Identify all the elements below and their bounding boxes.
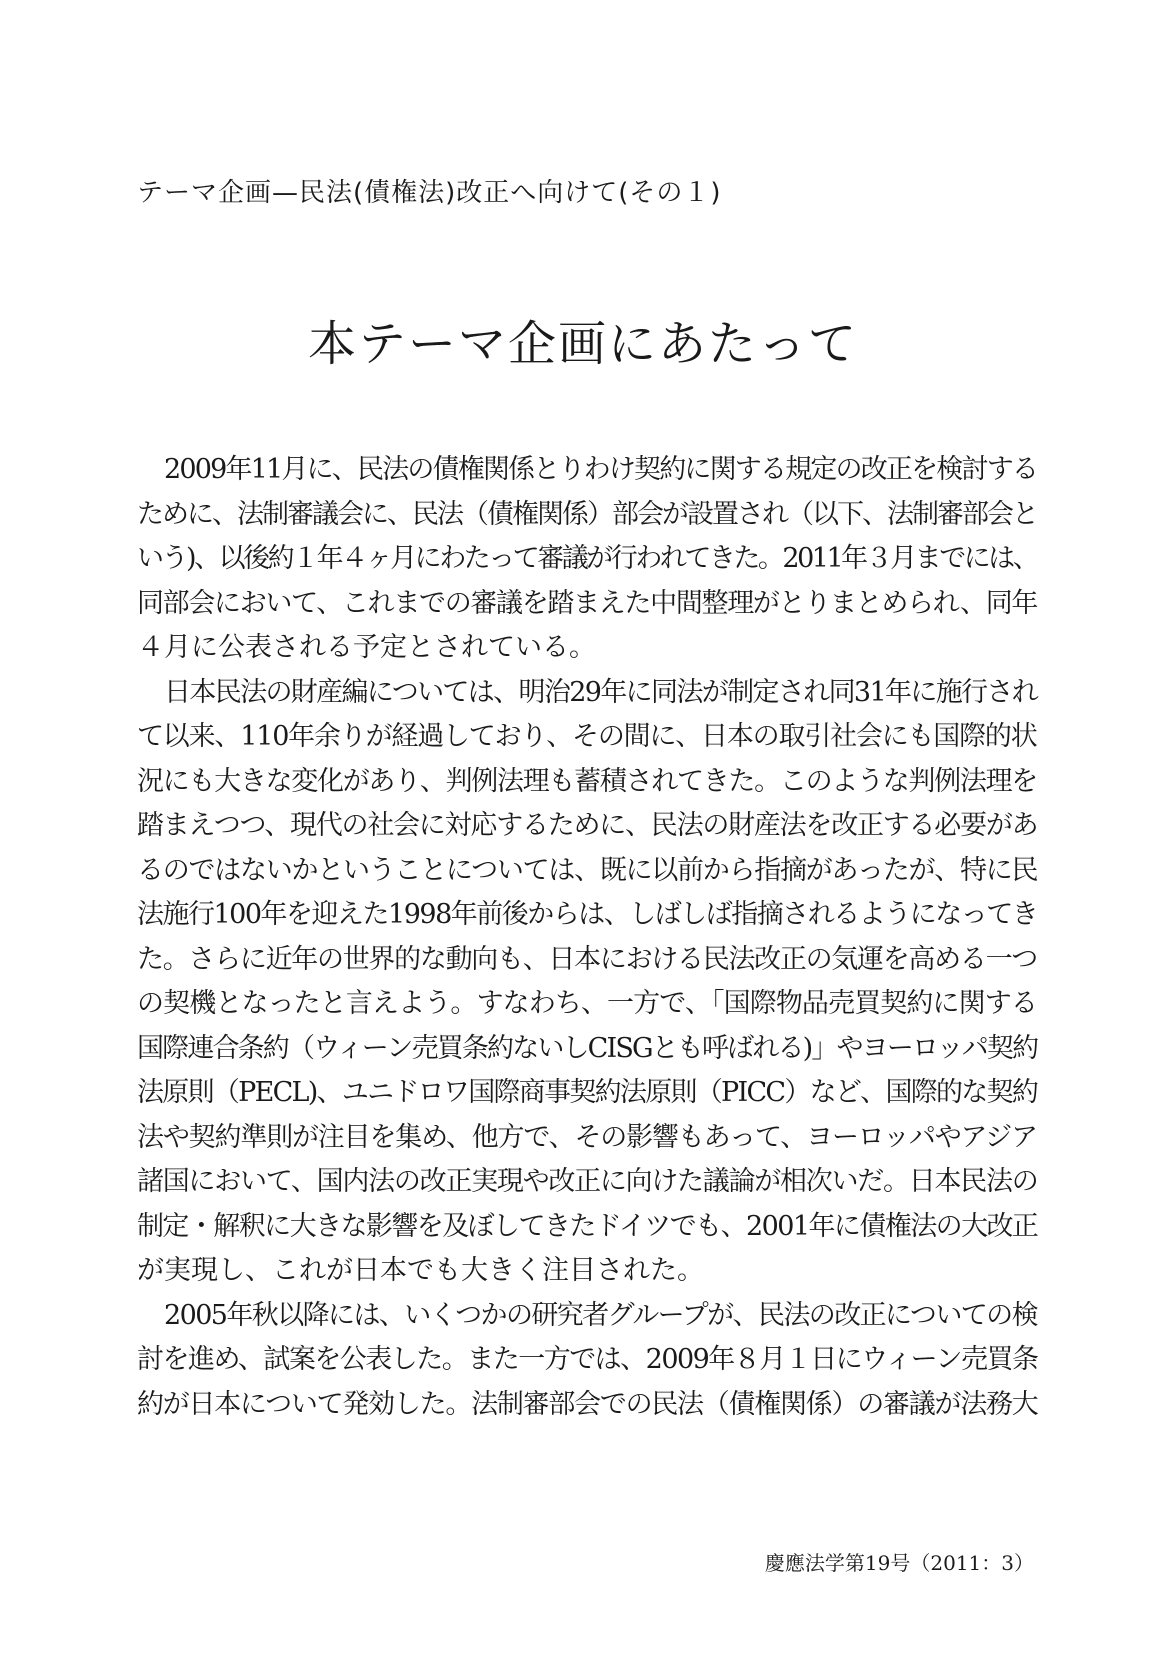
text-line: の契機となったと言えよう。すなわち、一方で、「国際物品売買契約に関する (137, 988, 1037, 1019)
body-text (137, 448, 1037, 1427)
page-title: 本テーマ企画にあたって (307, 316, 858, 372)
text-line: 討を進め、試案を公表した。また一方では、2009年８月１日にウィーン売買条 (137, 1344, 1038, 1375)
paragraph-1 (137, 448, 1037, 671)
text-line: 2005年秋以降には、いくつかの研究者グループが、民法の改正についての検 (164, 1299, 1038, 1331)
text-line: 況にも大きな変化があり、判例法理も蓄積されてきた。このような判例法理を (137, 765, 1037, 797)
text-line: 制定・解釈に大きな影響を及ぼしてきたドイツでも、2001年に債権法の大改正 (137, 1210, 1038, 1242)
text-line: 日本民法の財産編については、明治29年に同法が制定され同31年に施行され (164, 676, 1038, 708)
text-line: ために、法制審議会に、民法（債権関係）部会が設置され（以下、法制審部会と (137, 498, 1037, 530)
text-line: 踏まえつつ、現代の社会に対応するために、民法の財産法を改正する必要があ (137, 810, 1038, 841)
text-line: いう)、以後約１年４ヶ月にわたって審議が行われてきた。2011年３月までには、 (137, 543, 1038, 574)
text-line: 約が日本について発効した。法制審部会での民法（債権関係）の審議が法務大 (137, 1388, 1038, 1420)
text-line: て以来、110年余りが経過しており、その間に、日本の取引社会にも国際的状 (137, 721, 1037, 752)
text-line: るのではないかということについては、既に以前から指摘があったが、特に民 (137, 854, 1038, 886)
text-line: 国際連合条約（ウィーン売買条約ないしCISGとも呼ばれる)」やヨーロッパ契約 (137, 1032, 1038, 1064)
text-line: 同部会において、これまでの審議を踏まえた中間整理がとりまとめられ、同年 (137, 587, 1038, 619)
text-line: 法原則（PECL)、ユニドロワ国際商事契約法原則（PICC）など、国際的な契約 (137, 1077, 1038, 1108)
text-line: ４月に公表される予定とされている。 (137, 632, 596, 663)
text-line: 諸国において、国内法の改正実現や改正に向けた議論が相次いだ。日本民法の (137, 1166, 1038, 1197)
series-heading: テーマ企画—民法(債権法)改正へ向けて(その１) (137, 178, 722, 208)
paragraph-3 (137, 1294, 1037, 1428)
text-line: 2009年11月に、民法の債権関係とりわけ契約に関する規定の改正を検討する (164, 454, 1038, 485)
text-line: 法施行100年を迎えた1998年前後からは、しばしば指摘されるようになってき (137, 899, 1038, 930)
journal-footer: 慶應法学第19号（2011：3） (764, 1551, 1034, 1575)
text-line: た。さらに近年の世界的な動向も、日本における民法改正の気運を高める一つ (137, 943, 1037, 975)
paragraph-2 (137, 671, 1037, 1294)
text-line: 法や契約準則が注目を集め、他方で、その影響もあって、ヨーロッパやアジア (137, 1121, 1037, 1153)
text-line: が実現し、これが日本でも大きく注目された。 (137, 1255, 704, 1286)
